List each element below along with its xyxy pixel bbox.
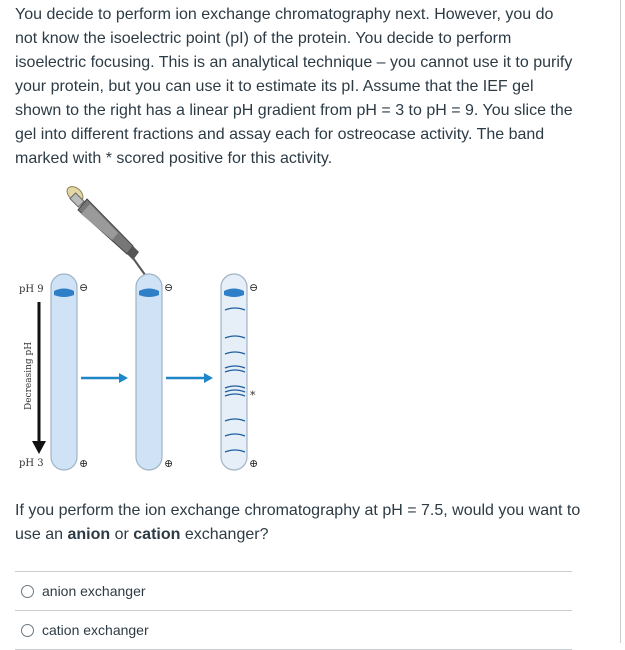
- minus-electrode-1: ⊖: [79, 281, 89, 294]
- answer-label[interactable]: cation exchanger: [42, 622, 149, 638]
- ph-9-label: pH 9: [19, 284, 44, 295]
- answer-anion-exchanger[interactable]: [15, 571, 572, 610]
- ph-3-label: pH 3: [19, 458, 44, 469]
- panel-right-border: [620, 0, 621, 643]
- gel-tube-1: [51, 274, 77, 470]
- positive-band-star: *: [250, 389, 256, 402]
- minus-electrode-2: ⊖: [164, 281, 174, 294]
- prompt-text-end: exchanger?: [180, 526, 269, 543]
- answer-label[interactable]: anion exchanger: [42, 583, 146, 599]
- ief-gel-illustration: [15, 178, 275, 478]
- plus-electrode-2: ⊕: [164, 457, 174, 470]
- gel-tube-2: [136, 274, 162, 470]
- answer-cation-exchanger[interactable]: [15, 610, 572, 650]
- prompt-text-start: If you perform the ion exchange chromatography at pH = 7.5, would you want to use an: [15, 502, 581, 543]
- prompt-cation-word: cation: [133, 526, 181, 543]
- step-arrow-1: [81, 373, 128, 383]
- ief-gel-figure: [15, 178, 275, 478]
- gel-tube-3: [221, 274, 247, 470]
- plus-electrode-3: ⊕: [249, 457, 259, 470]
- decreasing-ph-label: Decreasing pH: [24, 341, 34, 410]
- step-arrow-2: [166, 373, 213, 383]
- cation-radio-button[interactable]: [21, 624, 34, 637]
- pipette: [64, 184, 153, 286]
- minus-electrode-3: ⊖: [249, 281, 259, 294]
- anion-radio-button[interactable]: [21, 585, 34, 598]
- decreasing-ph-arrow: [32, 302, 46, 454]
- prompt-text-middle: or: [110, 526, 134, 543]
- prompt-anion-word: anion: [67, 526, 111, 543]
- question-paragraph: You decide to perform ion exchange chromatography next. However, you do not know the isoelectric point (pI) of the protein. You decide to perform isoelectric focusing. This is an analytical technique – you cannot use it to purify your protein, but you can use it to estimate its pI. Assume that the IEF gel shown to the right has a linear pH gradient from pH = 3 to pH = 9. You slice the gel into different fractions and assay each for ostreocase activity. The band marked with * scored positive for this activity.: [15, 6, 573, 167]
- question-prompt: [15, 499, 585, 547]
- answer-options: [15, 571, 572, 650]
- plus-electrode-1: ⊕: [79, 457, 89, 470]
